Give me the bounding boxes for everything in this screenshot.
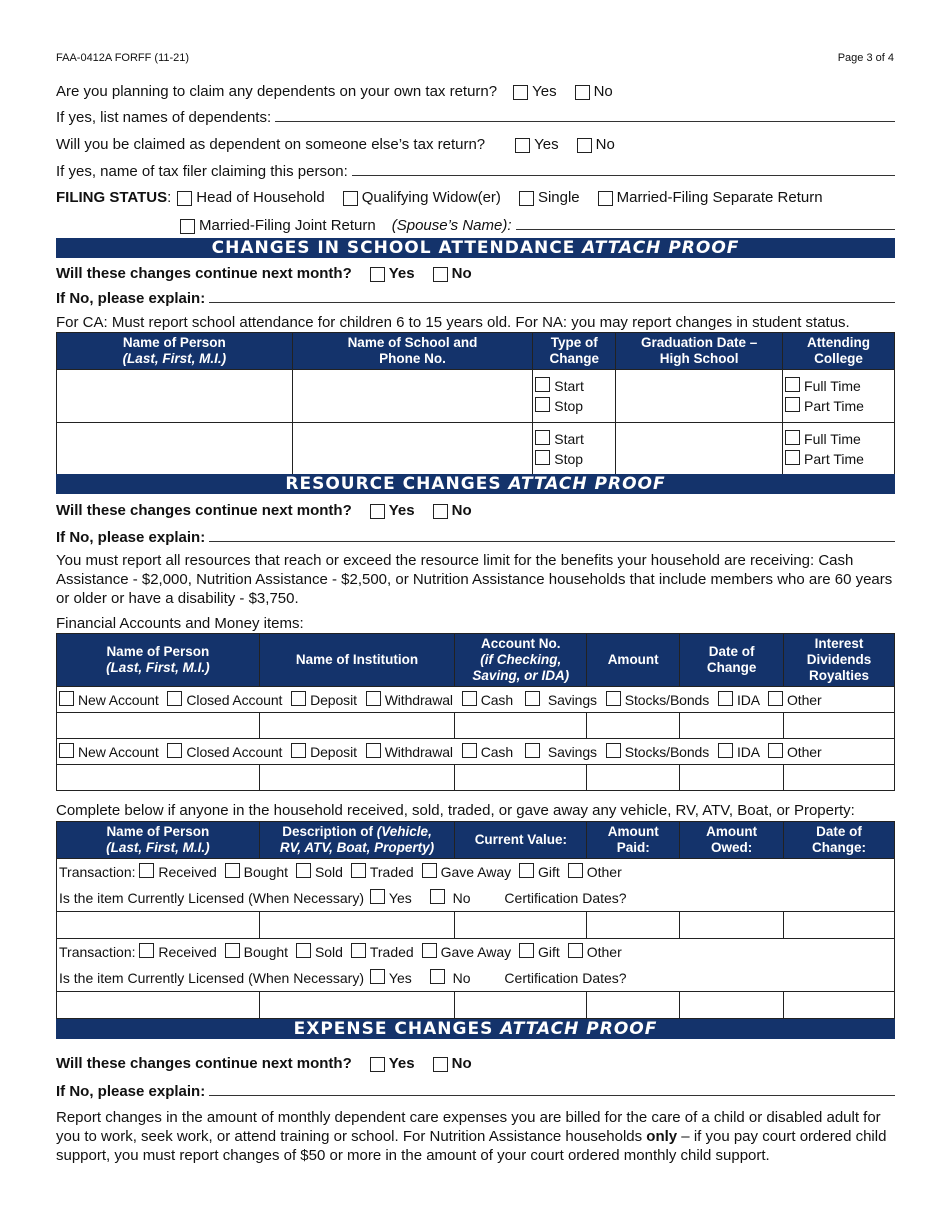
claim-dependents-question: Are you planning to claim any dependents on your own tax return? (56, 83, 498, 100)
option-label: Stocks/Bonds (624, 692, 710, 708)
filing-option-label: Single (537, 189, 580, 206)
cell-input[interactable] (57, 912, 260, 939)
name-cell[interactable] (57, 370, 293, 423)
stop-label: Stop (554, 398, 584, 414)
deposit-checkbox[interactable] (291, 743, 306, 758)
cell-input[interactable] (259, 992, 455, 1019)
table-row (57, 423, 895, 476)
option-label: Deposit (310, 692, 357, 708)
gift-checkbox[interactable] (519, 863, 534, 878)
cell-input[interactable] (57, 713, 260, 739)
cell-input[interactable] (455, 713, 587, 739)
cell-input[interactable] (57, 992, 260, 1019)
school-explain-label: If No, please explain: (56, 290, 206, 307)
filing-option-label: Married-Filing Separate Return (616, 189, 823, 206)
ida-checkbox[interactable] (718, 743, 733, 758)
expense-explain-input[interactable] (209, 1095, 895, 1096)
cell-input[interactable] (259, 912, 455, 939)
option-label: Received (158, 944, 217, 960)
expense-explain-row (56, 1078, 895, 1100)
other-checkbox[interactable] (768, 743, 783, 758)
yes-label: Yes (388, 502, 415, 519)
school-attendance-bar (56, 238, 895, 258)
tax-filer-label: If yes, name of tax filer claiming this person: (56, 163, 348, 180)
expense-continue-yes-checkbox[interactable] (370, 1057, 385, 1072)
table-row (57, 713, 895, 739)
no-label: No (452, 890, 471, 906)
name-cell[interactable] (57, 423, 293, 476)
cell-input[interactable] (587, 713, 680, 739)
option-label: Received (158, 864, 217, 880)
filing-option-label: Qualifying Widow(er) (361, 189, 501, 206)
no-label: No (451, 502, 472, 519)
deposit-checkbox[interactable] (291, 691, 306, 706)
option-label: New Account (78, 692, 159, 708)
resource-bar-title: RESOURCE CHANGES (285, 474, 502, 494)
table-row (57, 765, 895, 791)
withdrawal-checkbox[interactable] (366, 743, 381, 758)
received-checkbox[interactable] (139, 863, 154, 878)
claimed-dependent-question: Will you be claimed as dependent on someone else’s tax return? (56, 136, 486, 153)
option-label: Gave Away (440, 864, 512, 880)
claimed-dependent-yes-checkbox[interactable] (515, 138, 530, 153)
filing-option-label: Head of Household (196, 189, 325, 206)
option-label: Other (586, 864, 622, 880)
full-time-label: Full Time (804, 378, 861, 394)
single-checkbox[interactable] (519, 191, 534, 206)
resource-changes-bar (56, 474, 895, 494)
traded-checkbox[interactable] (351, 943, 366, 958)
resource-continue-row (56, 497, 895, 519)
resource-explain-row (56, 524, 895, 546)
option-label: Cash (480, 744, 514, 760)
dependents-names-input[interactable] (275, 121, 895, 122)
col-attending-college: Attending College (783, 333, 895, 370)
option-label: IDA (736, 744, 760, 760)
cash-checkbox[interactable] (462, 691, 477, 706)
account-options-row (57, 739, 895, 765)
option-label: Gift (538, 944, 560, 960)
no-label: No (451, 1055, 472, 1072)
filing-status-label: FILING STATUS (56, 189, 168, 206)
filing-status-row (56, 184, 895, 206)
no-label: No (595, 136, 615, 153)
savings-checkbox[interactable] (525, 691, 540, 706)
stop-label: Stop (554, 451, 584, 467)
financial-accounts-label: Financial Accounts and Money items: (56, 615, 304, 632)
traded-checkbox[interactable] (351, 863, 366, 878)
col-date-change: Date of Change: (784, 822, 895, 859)
cell-input[interactable] (784, 765, 895, 791)
expense-paragraph: Report changes in the amount of monthly dependent care expenses you are billed for the care of a child or disabled adult for you to work, seek work, or attend training or school. For Nutrition Assistance households only – if you pay court ordered child support, you must report changes of $50 or more in the amount of your court ordered monthly child support. (56, 1109, 887, 1164)
option-label: Traded (369, 864, 414, 880)
col-amount-paid: Amount Paid: (587, 822, 680, 859)
licensed-no-checkbox[interactable] (430, 889, 445, 904)
transaction-label: Transaction: (59, 944, 136, 960)
no-label: No (593, 83, 613, 100)
option-label: Gift (538, 864, 560, 880)
claim-dependents-no-checkbox[interactable] (575, 85, 590, 100)
new-account-checkbox[interactable] (59, 743, 74, 758)
yes-label: Yes (388, 970, 412, 986)
full-time-checkbox[interactable] (785, 377, 800, 392)
expense-continue-question: Will these changes continue next month? (56, 1055, 352, 1072)
stop-checkbox[interactable] (535, 450, 550, 465)
licensed-label: Is the item Currently Licensed (When Necessary) (59, 890, 364, 906)
resource-continue-yes-checkbox[interactable] (370, 504, 385, 519)
yes-label: Yes (532, 83, 557, 100)
attach-proof-label: ATTACH PROOF (582, 238, 740, 258)
sold-checkbox[interactable] (296, 863, 311, 878)
certification-dates-label: Certification Dates? (504, 970, 627, 986)
cell-input[interactable] (680, 713, 784, 739)
cell-input[interactable] (587, 992, 680, 1019)
col-type-change: Type of Change (533, 333, 616, 370)
cell-input[interactable] (259, 713, 455, 739)
option-label: Withdrawal (384, 744, 453, 760)
option-label: Closed Account (186, 744, 283, 760)
gift-checkbox[interactable] (519, 943, 534, 958)
option-label: Savings (547, 744, 597, 760)
college-cell (783, 370, 895, 423)
claim-dependents-row (56, 78, 895, 100)
head-of-household-checkbox[interactable] (177, 191, 192, 206)
part-time-label: Part Time (804, 398, 864, 414)
licensed-yes-checkbox[interactable] (370, 889, 385, 904)
spouse-name-label: (Spouse’s Name): (391, 217, 512, 234)
option-label: Gave Away (440, 944, 512, 960)
school-note: For CA: Must report school attendance for children 6 to 15 years old. For NA: you may report changes in student status. (56, 314, 850, 331)
option-label: New Account (78, 744, 159, 760)
dependents-names-label: If yes, list names of dependents: (56, 109, 272, 126)
col-graduation-date: Graduation Date – High School (616, 333, 783, 370)
graduation-cell[interactable] (616, 423, 783, 476)
option-label: Withdrawal (384, 692, 453, 708)
other-checkbox[interactable] (568, 943, 583, 958)
full-time-label: Full Time (804, 431, 861, 447)
cell-input[interactable] (455, 912, 587, 939)
option-label: Closed Account (186, 692, 283, 708)
stocks-bonds-checkbox[interactable] (606, 743, 621, 758)
cell-input[interactable] (587, 765, 680, 791)
bought-checkbox[interactable] (225, 943, 240, 958)
start-label: Start (554, 378, 584, 394)
start-label: Start (554, 431, 584, 447)
stop-checkbox[interactable] (535, 397, 550, 412)
cell-input[interactable] (784, 992, 895, 1019)
full-time-checkbox[interactable] (785, 430, 800, 445)
col-account-no: Account No. (if Checking, Saving, or IDA) (455, 634, 587, 687)
licensed-yes-checkbox[interactable] (370, 969, 385, 984)
school-explain-input[interactable] (209, 302, 895, 303)
filing-option-label: Married-Filing Joint Return (199, 217, 376, 234)
withdrawal-checkbox[interactable] (366, 691, 381, 706)
option-label: Savings (547, 692, 597, 708)
option-label: Other (787, 744, 822, 760)
claimed-dependent-no-checkbox[interactable] (577, 138, 592, 153)
col-institution: Name of Institution (259, 634, 455, 687)
resource-explain-input[interactable] (209, 541, 895, 542)
attach-proof-label: ATTACH PROOF (500, 1019, 658, 1039)
part-time-label: Part Time (804, 451, 864, 467)
resource-continue-no-checkbox[interactable] (433, 504, 448, 519)
option-label: Sold (314, 864, 343, 880)
married-separate-checkbox[interactable] (598, 191, 613, 206)
school-bar-title: CHANGES IN SCHOOL ATTENDANCE (211, 238, 576, 258)
yes-label: Yes (388, 1055, 415, 1072)
other-checkbox[interactable] (568, 863, 583, 878)
option-label: Stocks/Bonds (624, 744, 710, 760)
school-continue-question: Will these changes continue next month? (56, 265, 352, 282)
option-label: IDA (736, 692, 760, 708)
expense-changes-bar (56, 1019, 895, 1039)
transaction-label: Transaction: (59, 864, 136, 880)
page-number: Page 3 of 4 (837, 52, 894, 64)
cell-input[interactable] (587, 912, 680, 939)
cell-input[interactable] (784, 912, 895, 939)
option-label: Deposit (310, 744, 357, 760)
claim-dependents-yes-checkbox[interactable] (513, 85, 528, 100)
table-row (57, 992, 895, 1019)
option-label: Bought (243, 944, 289, 960)
new-account-checkbox[interactable] (59, 691, 74, 706)
expense-bar-title: EXPENSE CHANGES (293, 1019, 494, 1039)
account-options-row (57, 687, 895, 713)
cash-checkbox[interactable] (462, 743, 477, 758)
cell-input[interactable] (784, 713, 895, 739)
col-school-name: Name of School and Phone No. (292, 333, 533, 370)
vehicle-property-table (56, 821, 895, 1019)
other-checkbox[interactable] (768, 691, 783, 706)
dependents-names-row (56, 104, 895, 126)
joint-return-row (56, 212, 895, 234)
school-continue-row (56, 260, 895, 282)
no-label: No (451, 265, 472, 282)
table-row (57, 912, 895, 939)
cell-input[interactable] (680, 912, 784, 939)
certification-dates-label: Certification Dates? (504, 890, 627, 906)
filing-status-colon: : (167, 189, 172, 206)
cell-input[interactable] (680, 765, 784, 791)
yes-label: Yes (388, 890, 412, 906)
col-amount-owed: Amount Owed: (680, 822, 784, 859)
claimed-dependent-row (56, 131, 895, 153)
school-continue-no-checkbox[interactable] (433, 267, 448, 282)
col-amount: Amount (587, 634, 680, 687)
form-id: FAA-0412A FORFF (11-21) (56, 52, 190, 64)
cell-input[interactable] (455, 765, 587, 791)
tax-filer-row (56, 158, 895, 180)
school-continue-yes-checkbox[interactable] (370, 267, 385, 282)
option-label: Cash (480, 692, 514, 708)
start-checkbox[interactable] (535, 377, 550, 392)
gave-away-checkbox[interactable] (422, 943, 437, 958)
resource-continue-question: Will these changes continue next month? (56, 502, 352, 519)
savings-checkbox[interactable] (525, 743, 540, 758)
expense-explain-label: If No, please explain: (56, 1083, 206, 1100)
cell-input[interactable] (259, 765, 455, 791)
start-checkbox[interactable] (535, 430, 550, 445)
school-cell[interactable] (292, 423, 533, 476)
option-label: Traded (369, 944, 414, 960)
expense-continue-row (56, 1050, 895, 1072)
yes-label: Yes (534, 136, 559, 153)
vehicle-property-label: Complete below if anyone in the household received, sold, traded, or gave away any vehicle, RV, ATV, Boat, or Property: (56, 802, 855, 819)
cell-input[interactable] (680, 992, 784, 1019)
col-name-person: Name of Person (Last, First, M.I.) (57, 333, 293, 370)
resource-explain-label: If No, please explain: (56, 529, 206, 546)
school-explain-row (56, 285, 895, 307)
licensed-label: Is the item Currently Licensed (When Necessary) (59, 970, 364, 986)
part-time-checkbox[interactable] (785, 397, 800, 412)
col-description: Description of (Vehicle, RV, ATV, Boat, Property) (259, 822, 455, 859)
yes-label: Yes (388, 265, 415, 282)
cell-input[interactable] (57, 765, 260, 791)
col-name-person: Name of Person (Last, First, M.I.) (57, 822, 260, 859)
graduation-cell[interactable] (616, 370, 783, 423)
option-label: Bought (243, 864, 289, 880)
married-joint-checkbox[interactable] (180, 219, 195, 234)
no-label: No (452, 970, 471, 986)
school-cell[interactable] (292, 370, 533, 423)
financial-accounts-table (56, 633, 895, 791)
col-interest: Interest Dividends Royalties (784, 634, 895, 687)
type-change-cell (533, 423, 616, 476)
received-checkbox[interactable] (139, 943, 154, 958)
cell-input[interactable] (455, 992, 587, 1019)
type-change-cell (533, 370, 616, 423)
col-name-person: Name of Person (Last, First, M.I.) (57, 634, 260, 687)
qualifying-widow-checkbox[interactable] (343, 191, 358, 206)
spouse-name-input[interactable] (516, 229, 895, 230)
option-label: Sold (314, 944, 343, 960)
transaction-block (57, 859, 895, 912)
transaction-block (57, 939, 895, 992)
option-label: Other (787, 692, 822, 708)
stocks-bonds-checkbox[interactable] (606, 691, 621, 706)
closed-account-checkbox[interactable] (167, 743, 182, 758)
ida-checkbox[interactable] (718, 691, 733, 706)
closed-account-checkbox[interactable] (167, 691, 182, 706)
table-row (57, 370, 895, 423)
gave-away-checkbox[interactable] (422, 863, 437, 878)
tax-filer-input[interactable] (352, 175, 895, 176)
college-cell (783, 423, 895, 476)
col-current-value: Current Value: (455, 822, 587, 859)
part-time-checkbox[interactable] (785, 450, 800, 465)
expense-continue-no-checkbox[interactable] (433, 1057, 448, 1072)
school-table (56, 332, 895, 476)
option-label: Other (586, 944, 622, 960)
licensed-no-checkbox[interactable] (430, 969, 445, 984)
sold-checkbox[interactable] (296, 943, 311, 958)
attach-proof-label: ATTACH PROOF (508, 474, 666, 494)
resource-limit-paragraph: You must report all resources that reach or exceed the resource limit for the benefits your household are receiving: Cash Assistance - $2,000, Nutrition Assistance - $2,500, or Nutrition Assistance households that include members who are 60 years or older or have a disability - $3,750. (56, 552, 893, 607)
col-date-change: Date of Change (680, 634, 784, 687)
bought-checkbox[interactable] (225, 863, 240, 878)
